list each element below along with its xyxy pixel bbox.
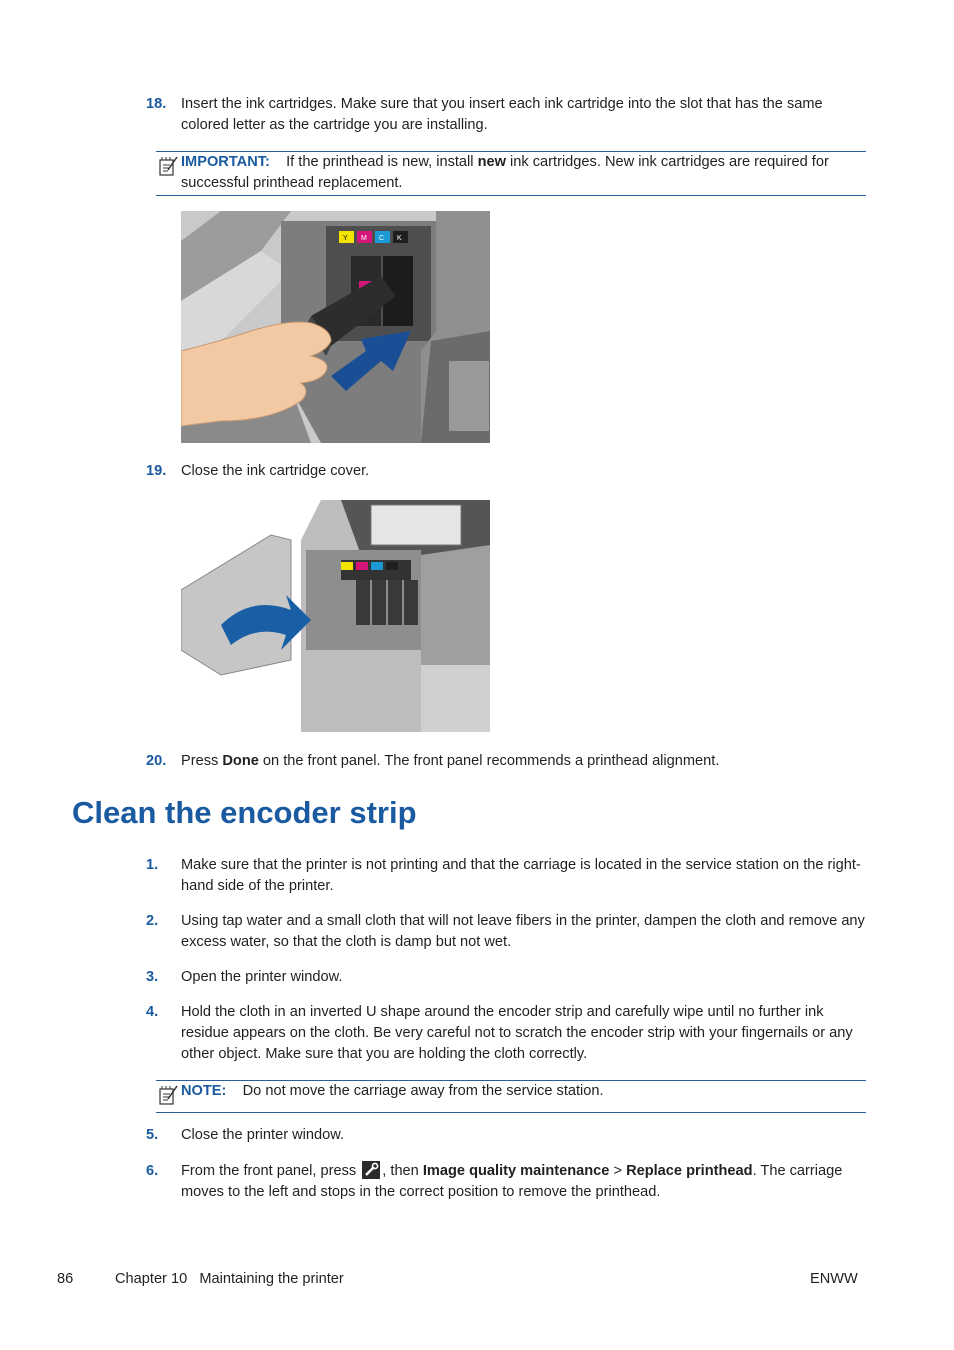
- step-number: 3.: [146, 969, 159, 985]
- slot-label-y: Y: [343, 235, 348, 242]
- important-pre: If the printhead is new, install: [286, 154, 474, 170]
- step-text-mid: , then: [382, 1163, 419, 1179]
- note-icon: [158, 156, 178, 176]
- note-box: [156, 1080, 866, 1113]
- chapter-title: Chapter 10 Maintaining the printer: [115, 1271, 344, 1287]
- step-text: Close the printer window.: [181, 1127, 345, 1143]
- step-text-pre: Press: [181, 753, 219, 769]
- step-text-pre: From the front panel, press: [181, 1163, 357, 1179]
- step-number: 1.: [146, 857, 159, 873]
- footer-right: ENWW: [810, 1271, 858, 1287]
- step-text: [181, 1161, 867, 1203]
- menu-separator: >: [613, 1163, 622, 1179]
- important-label: IMPORTANT:: [181, 154, 270, 170]
- step-text: [181, 751, 867, 772]
- important-note: [156, 151, 866, 196]
- step-number: 5.: [146, 1127, 159, 1143]
- note-icon: [158, 1085, 178, 1105]
- step-text: Using tap water and a small cloth that will not leave fibers in the printer, dampen the cloth and remove any excess water, so that the cloth is damp but not wet.: [181, 913, 865, 950]
- note-label: NOTE:: [181, 1083, 227, 1099]
- step-number: 18.: [146, 96, 167, 112]
- note-text: Do not move the carriage away from the service station.: [242, 1083, 604, 1099]
- important-bold: new: [477, 154, 506, 170]
- figure-insert-cartridge: [181, 211, 490, 443]
- step-text-bold: Done: [222, 753, 259, 769]
- step-number: 6.: [146, 1163, 159, 1179]
- step-text: Insert the ink cartridges. Make sure that you insert each ink cartridge into the slot that has the same colored letter as the cartridge you are installing.: [181, 96, 823, 133]
- step-text-post: on the front panel. The front panel recommends a printhead alignment.: [262, 753, 720, 769]
- step-number: 19.: [146, 463, 167, 479]
- step-text: Open the printer window.: [181, 969, 343, 985]
- step-text: Hold the cloth in an inverted U shape around the encoder strip and carefully wipe until no further ink residue appears on the cloth. Be very careful not to scratch the encoder strip with your fingernails or any other object. Make sure that you are holding the cloth correctly.: [181, 1004, 853, 1062]
- step-text: Close the ink cartridge cover.: [181, 463, 370, 479]
- slot-label-c: C: [379, 235, 385, 242]
- step-text-post: . The carriage moves to the left and stops in the correct position to remove the printhead.: [181, 1163, 843, 1200]
- figure-close-cover: [181, 500, 490, 732]
- step-number: 4.: [146, 1004, 159, 1020]
- note-body: [181, 1081, 867, 1102]
- important-body: [181, 152, 867, 194]
- step-number: 2.: [146, 913, 159, 929]
- slot-label-m: M: [361, 235, 367, 242]
- section-title: Clean the encoder strip: [72, 795, 417, 830]
- page-number: 86: [57, 1271, 74, 1287]
- menu-replace-printhead: Replace printhead: [626, 1163, 753, 1179]
- step-number: 20.: [146, 753, 167, 769]
- slot-label-k: K: [397, 235, 402, 242]
- important-post: ink cartridges. New ink cartridges are required for successful printhead replacement.: [181, 154, 829, 191]
- step-text: Make sure that the printer is not printing and that the carriage is located in the service station on the right-hand side of the printer.: [181, 857, 861, 894]
- wrench-icon: [362, 1161, 380, 1179]
- menu-image-quality: Image quality maintenance: [422, 1163, 610, 1179]
